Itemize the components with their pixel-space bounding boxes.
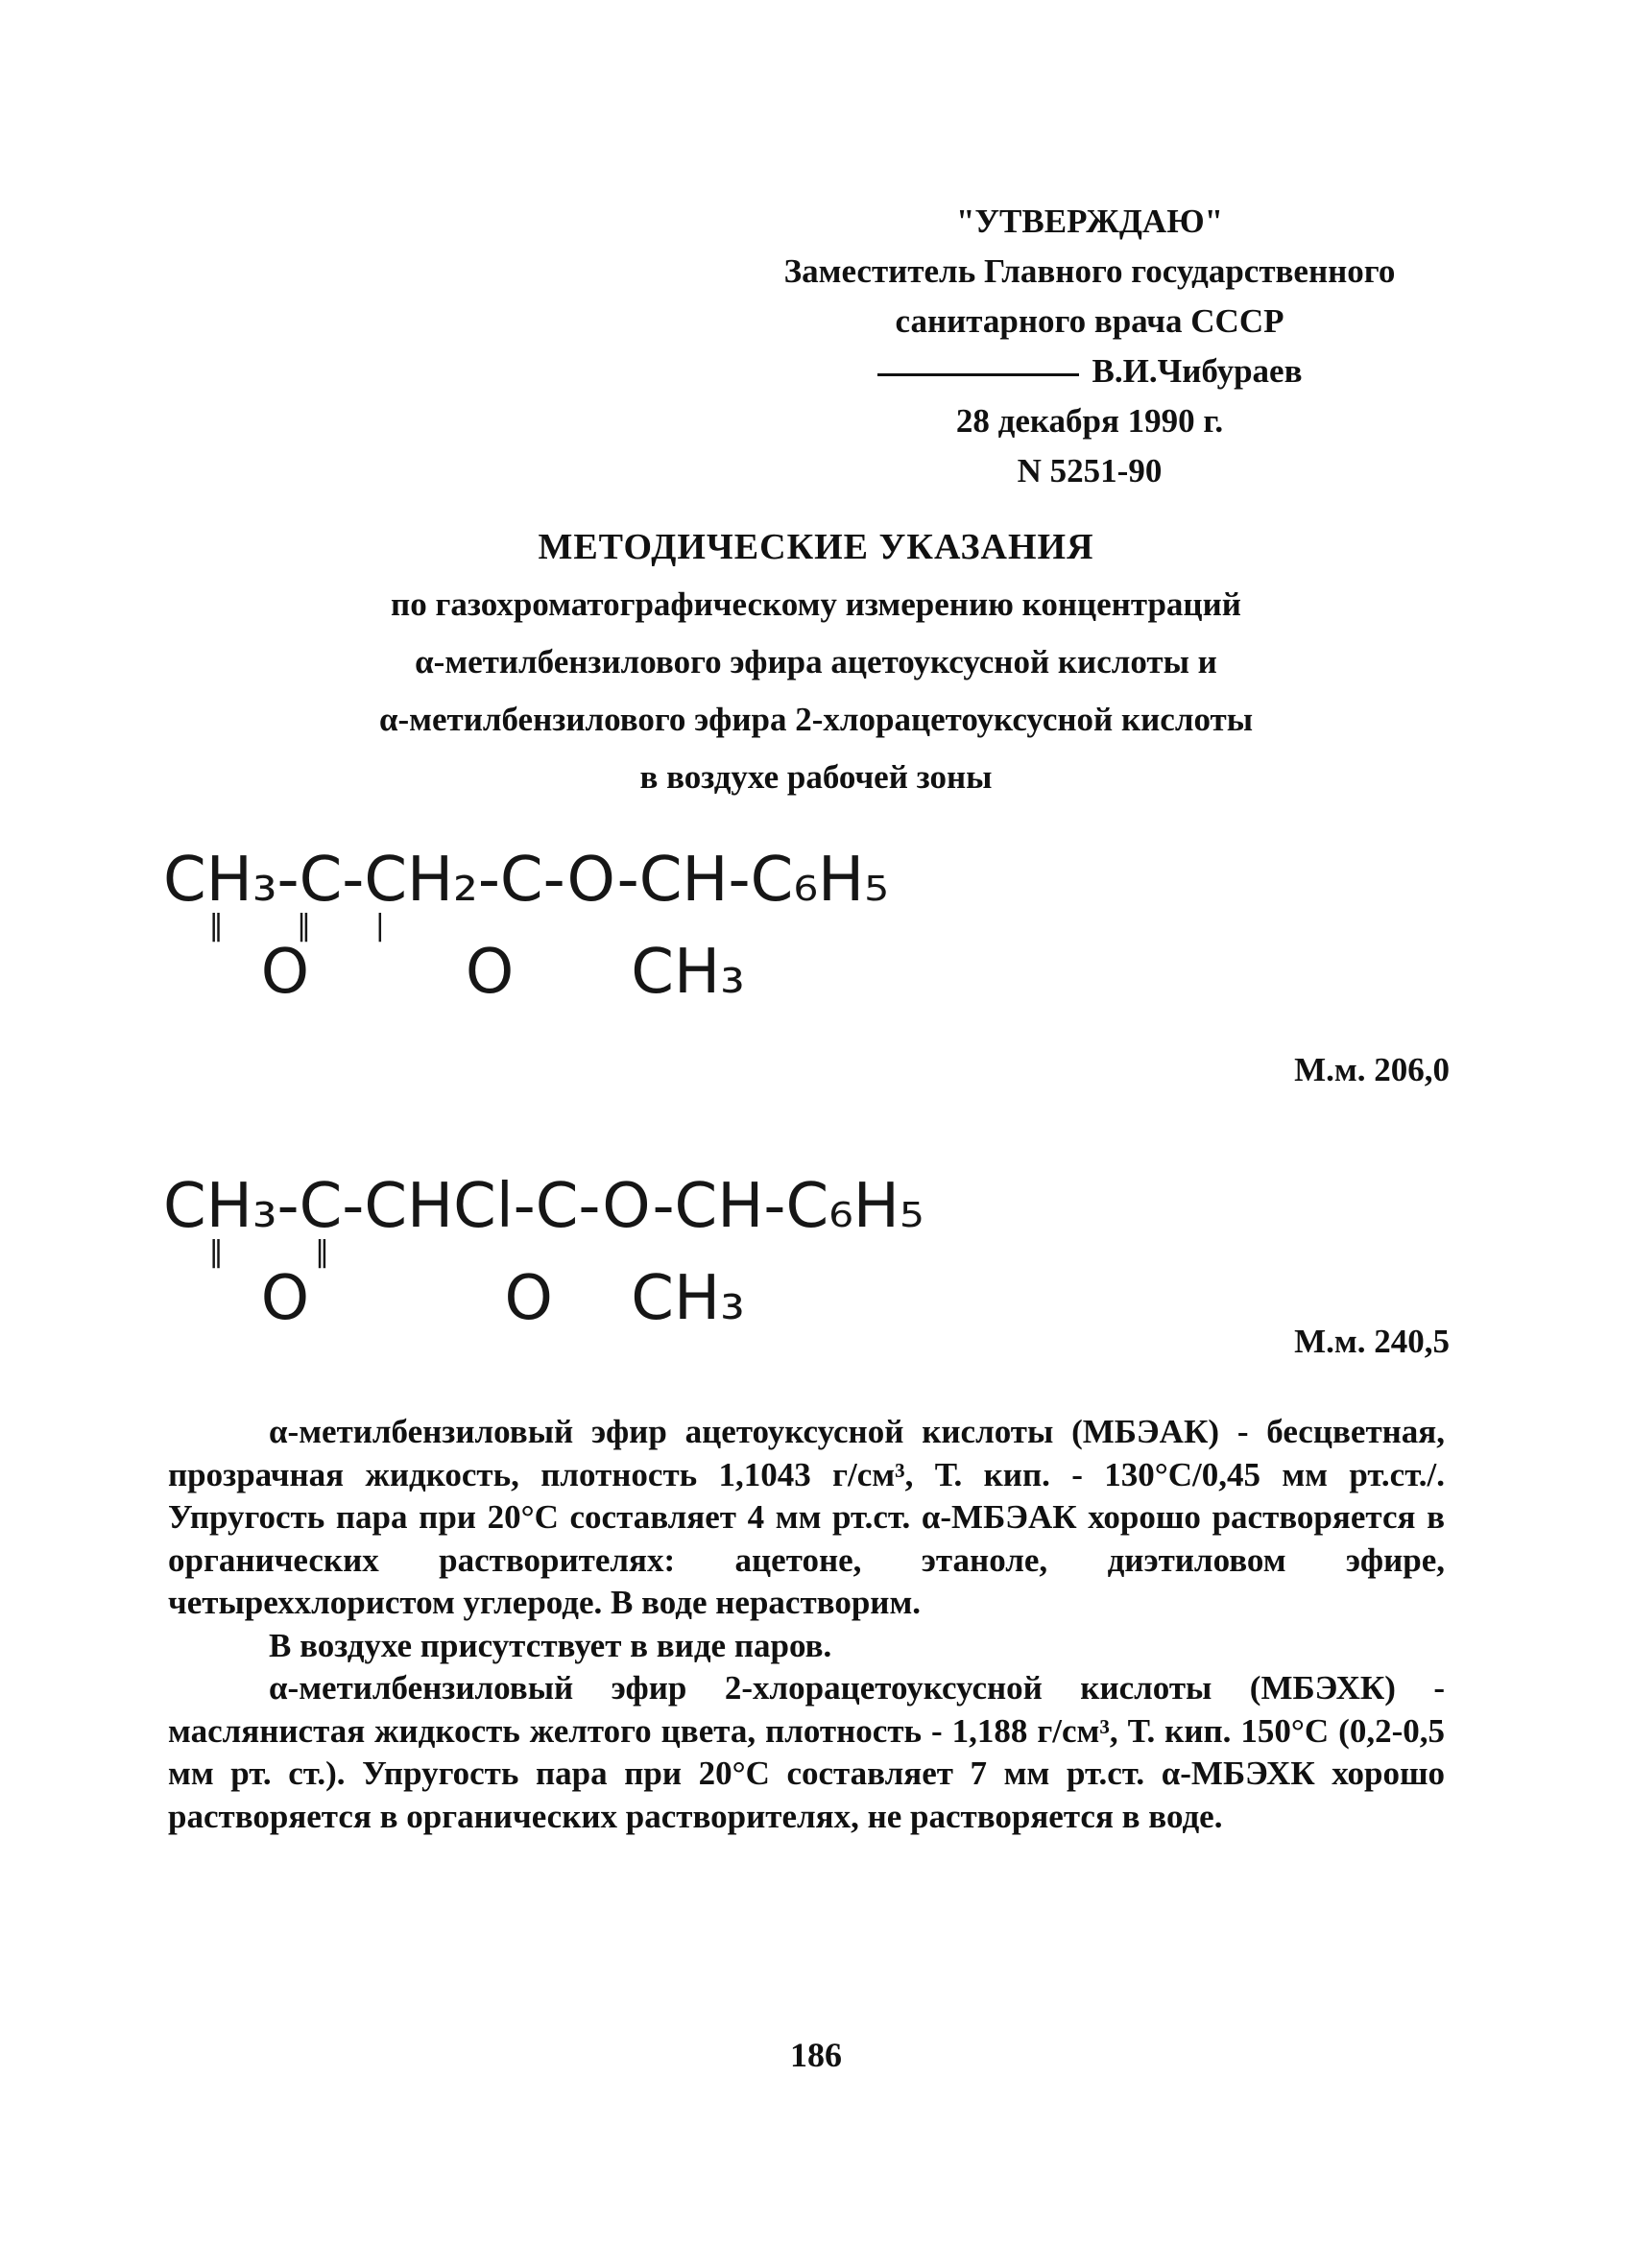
approval-heading: "УТВЕРЖДАЮ" — [955, 203, 1224, 240]
formula1-sub: O O CH₃ — [163, 937, 745, 1008]
title-line3: α-метилбензилового эфира 2-хлорацетоуксусной кислоты — [378, 701, 1254, 738]
formula1-mass: М.м. 206,0 — [1294, 1051, 1450, 1088]
approval-date: 28 декабря 1990 г. — [955, 402, 1224, 440]
title-line1: по газохроматографическому измерению концентраций — [391, 585, 1241, 623]
formula2-mass: М.м. 240,5 — [1294, 1323, 1450, 1360]
approval-number: N 5251-90 — [1017, 452, 1163, 489]
structural-formula-mbehk — [163, 1171, 924, 1334]
paragraph-vapor: В воздухе присутствует в виде паров. — [269, 1626, 832, 1664]
approval-position-line2: санитарного врача СССР — [895, 302, 1284, 340]
body-text — [168, 1411, 1445, 1838]
formula2-main: CH₃-C-CHCl-C-O-CH-C₆H₅ — [163, 1171, 924, 1242]
approval-position-line1: Заместитель Главного государственного — [783, 252, 1396, 290]
approval-block — [672, 197, 1507, 496]
document-title — [144, 518, 1488, 806]
formula1-bonds: ‖ ‖ | — [163, 909, 385, 943]
signature-line — [877, 373, 1079, 376]
formula1-main: CH₃-C-CH₂-C-O-CH-C₆H₅ — [163, 845, 889, 916]
formula2-sub: O O CH₃ — [163, 1263, 745, 1334]
title-line4: в воздухе рабочей зоны — [639, 758, 993, 796]
structural-formula-mbeak — [163, 845, 889, 1008]
approval-signature-row — [672, 346, 1507, 396]
formula2-bonds: ‖ ‖ — [163, 1235, 330, 1269]
title-main: МЕТОДИЧЕСКИЕ УКАЗАНИЯ — [538, 527, 1094, 567]
paragraph-mbehk: α-метилбензиловый эфир 2-хлорацетоуксусной кислоты (МБЭХК) - маслянистая жидкость желтого цвета, плотность - 1,188 г/см³, Т. кип. 150°С (0,2-0,5 мм рт. ст.). Упругость пара при 20°С составляет 7 мм рт.ст. α-МБЭХК хорошо растворяется в органических растворителях, не растворяется в воде. — [168, 1669, 1445, 1835]
approval-signatory: В.И.Чибураев — [1092, 352, 1303, 390]
page-number: 186 — [790, 2036, 842, 2074]
paragraph-mbeak: α-метилбензиловый эфир ацетоуксусной кислоты (МБЭАК) - бесцветная, прозрачная жидкость, плотность 1,1043 г/см³, Т. кип. - 130°С/0,45 мм рт.ст./. Упругость пара при 20°С составляет 4 мм рт.ст. α-МБЭАК хорошо растворяется в органических растворителях: ацетоне, этаноле, диэтиловом эфире, четыреххлористом углероде. В воде нерастворим. — [168, 1413, 1445, 1621]
title-line2: α-метилбензилового эфира ацетоуксусной кислоты и — [415, 643, 1217, 680]
